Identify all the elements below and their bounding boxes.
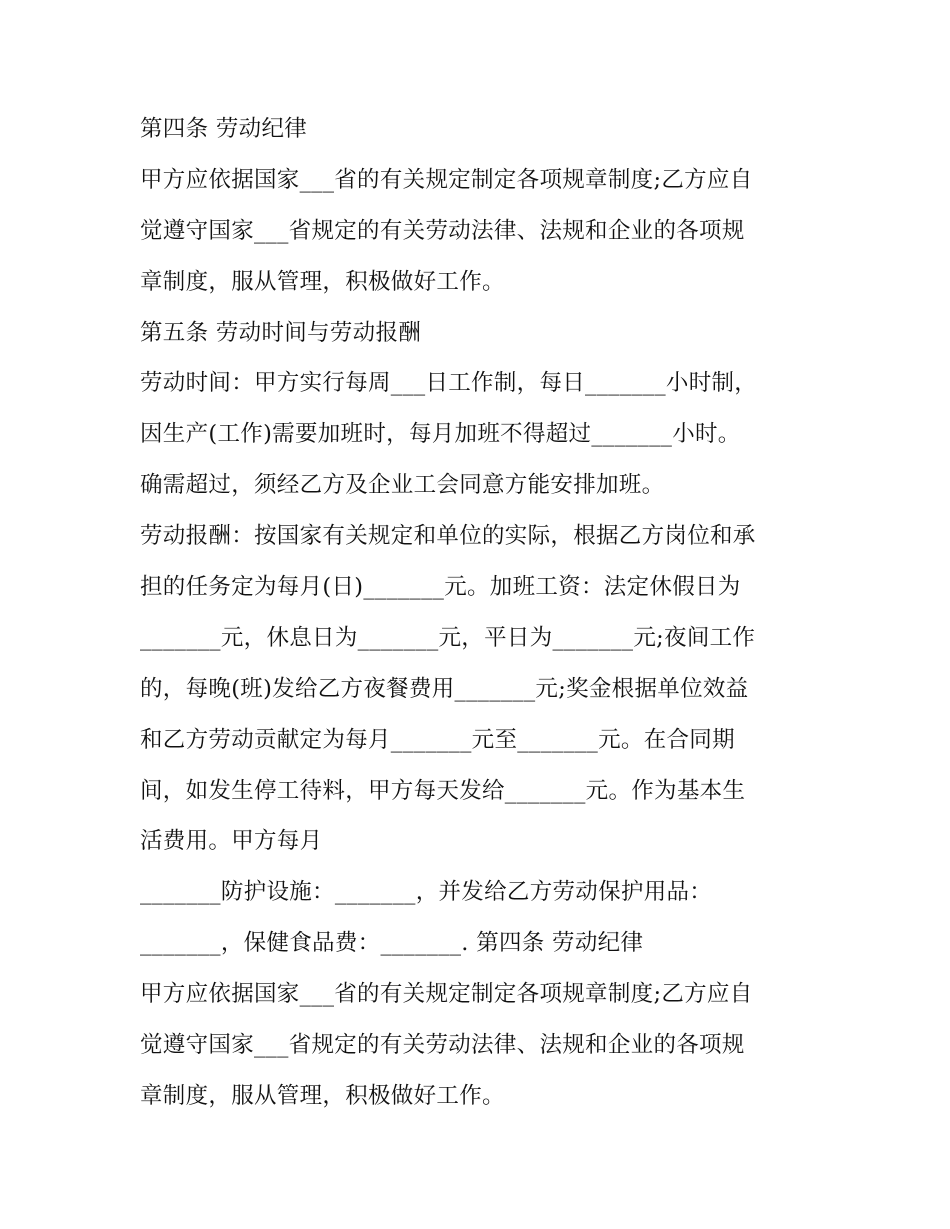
text-line: 间，如发生停工待料，甲方每天发给_______元。作为基本生 xyxy=(140,777,746,804)
text-line: 章制度，服从管理，积极做好工作。 xyxy=(140,1082,505,1109)
article-heading-work-time-pay: 第五条 劳动时间与劳动报酬 xyxy=(140,319,422,346)
text-line: _______，保健食品费：_______. 第四条 劳动纪律 xyxy=(140,930,644,957)
text-line: 劳动时间：甲方实行每周___日工作制，每日_______小时制， xyxy=(140,370,758,397)
text-line: 劳动报酬：按国家有关规定和单位的实际，根据乙方岗位和承 xyxy=(140,523,756,550)
contract-text xyxy=(140,110,830,1128)
text-line: 章制度，服从管理，积极做好工作。 xyxy=(140,268,505,295)
text-line: 的，每晚(班)发给乙方夜餐费用_______元;奖金根据单位效益 xyxy=(140,675,749,702)
text-line: 觉遵守国家___省规定的有关劳动法律、法规和企业的各项规 xyxy=(140,217,745,244)
text-line: 担的任务定为每月(日)_______元。加班工资：法定休假日为 xyxy=(140,574,741,601)
text-line: 甲方应依据国家___省的有关规定制定各项规章制度;乙方应自 xyxy=(140,981,753,1008)
text-line: 活费用。甲方每月 xyxy=(140,828,323,855)
article-heading-labor-discipline: 第四条 劳动纪律 xyxy=(140,116,308,142)
text-line: 甲方应依据国家___省的有关规定制定各项规章制度;乙方应自 xyxy=(140,166,753,193)
text-line: 因生产(工作)需要加班时，每月加班不得超过_______小时。 xyxy=(140,421,741,448)
text-line: 觉遵守国家___省规定的有关劳动法律、法规和企业的各项规 xyxy=(140,1032,745,1059)
text-line: 确需超过，须经乙方及企业工会同意方能安排加班。 xyxy=(140,472,665,499)
text-line: 和乙方劳动贡献定为每月_______元至_______元。在合同期 xyxy=(140,726,735,753)
text-line: _______元，休息日为_______元，平日为_______元;夜间工作 xyxy=(140,624,756,651)
text-line: _______防护设施：_______，并发给乙方劳动保护用品： xyxy=(140,879,713,906)
